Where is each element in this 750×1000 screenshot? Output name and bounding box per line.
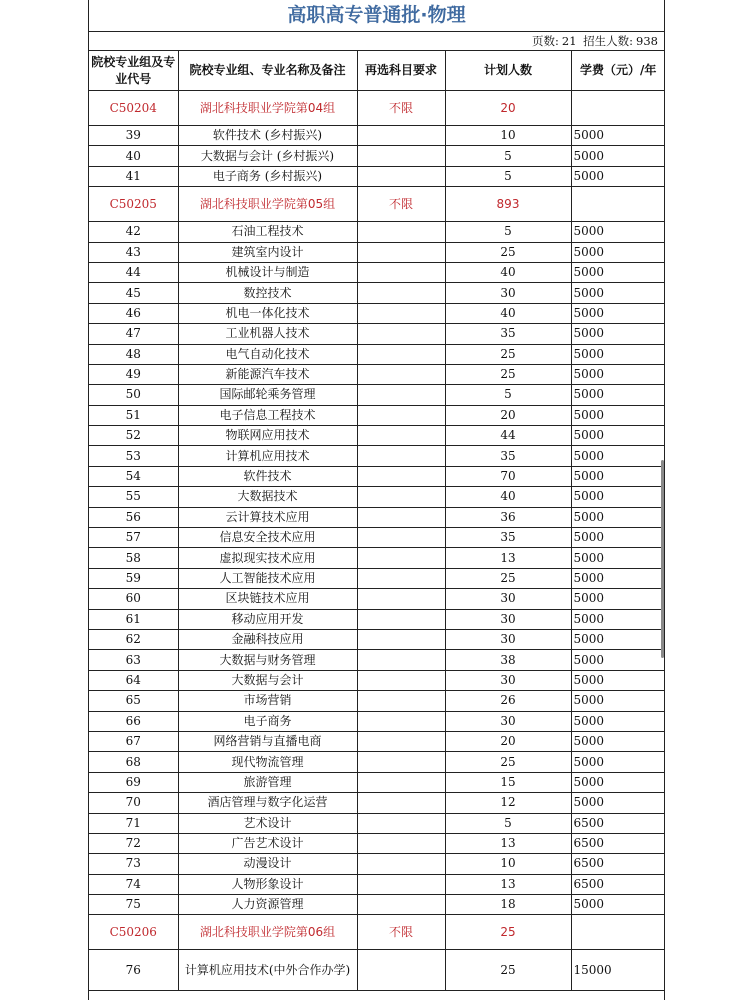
cell-code: 47 (89, 324, 178, 344)
cell-requirement (357, 548, 445, 568)
cell-requirement: 不限 (357, 187, 445, 222)
table-row (89, 874, 665, 894)
cell-name: 物联网应用技术 (178, 426, 357, 446)
cell-fee: 5000 (571, 772, 665, 792)
table-row (89, 303, 665, 323)
table-row (89, 609, 665, 629)
cell-requirement (357, 385, 445, 405)
table-header-row (89, 51, 665, 91)
cell-requirement (357, 629, 445, 649)
cell-name: 电子商务 (178, 711, 357, 731)
cell-code: 52 (89, 426, 178, 446)
cell-plan: 5 (445, 222, 571, 242)
cell-code: 66 (89, 711, 178, 731)
cell-fee: 5000 (571, 283, 665, 303)
cell-name: 金融科技应用 (178, 629, 357, 649)
cell-fee (571, 91, 665, 126)
cell-name: 电子信息工程技术 (178, 405, 357, 425)
cell-fee: 5000 (571, 670, 665, 690)
cell-fee: 6500 (571, 833, 665, 853)
cell-code: 41 (89, 166, 178, 186)
cell-name: 人工智能技术应用 (178, 568, 357, 588)
cell-code: 60 (89, 589, 178, 609)
cell-name: 建筑室内设计 (178, 242, 357, 262)
cell-code: 76 (89, 950, 178, 991)
cell-code: 54 (89, 466, 178, 486)
cell-code: 43 (89, 242, 178, 262)
cell-requirement (357, 146, 445, 166)
cell-code: 49 (89, 364, 178, 384)
table-row (89, 242, 665, 262)
table-row (89, 650, 665, 670)
cell-plan: 5 (445, 146, 571, 166)
cell-requirement (357, 772, 445, 792)
summary-info (89, 32, 664, 51)
cell-requirement (357, 222, 445, 242)
cell-fee: 5000 (571, 589, 665, 609)
cell-fee: 5000 (571, 650, 665, 670)
cell-fee: 5000 (571, 548, 665, 568)
cell-plan: 30 (445, 609, 571, 629)
cell-fee: 5000 (571, 446, 665, 466)
cell-name: 数控技术 (178, 283, 357, 303)
cell-requirement: 不限 (357, 91, 445, 126)
cell-code: 71 (89, 813, 178, 833)
header-requirement: 再选科目要求 (357, 51, 445, 91)
cell-fee: 5000 (571, 466, 665, 486)
scrollbar-thumb[interactable] (661, 460, 664, 658)
page-title: 高职高专普通批·物理 (89, 0, 664, 32)
cell-plan: 5 (445, 166, 571, 186)
cell-requirement (357, 303, 445, 323)
cell-fee: 5000 (571, 487, 665, 507)
cell-fee: 5000 (571, 691, 665, 711)
cell-code: 74 (89, 874, 178, 894)
cell-plan: 25 (445, 950, 571, 991)
cell-plan: 12 (445, 793, 571, 813)
cell-code: C50204 (89, 91, 178, 126)
cell-plan: 30 (445, 711, 571, 731)
cell-code: C50205 (89, 187, 178, 222)
cell-code: 50 (89, 385, 178, 405)
cell-fee: 5000 (571, 405, 665, 425)
cell-fee: 5000 (571, 752, 665, 772)
cell-name: 移动应用开发 (178, 609, 357, 629)
cell-fee: 15000 (571, 950, 665, 991)
table-row (89, 364, 665, 384)
table-row (89, 711, 665, 731)
cell-plan: 25 (445, 344, 571, 364)
cell-fee: 5000 (571, 895, 665, 915)
cell-code: 55 (89, 487, 178, 507)
table-row (89, 262, 665, 282)
cell-name: 湖北科技职业学院第06组 (178, 915, 357, 950)
cell-plan: 35 (445, 324, 571, 344)
cell-code: 65 (89, 691, 178, 711)
cell-requirement (357, 752, 445, 772)
cell-plan: 13 (445, 548, 571, 568)
cell-plan: 40 (445, 487, 571, 507)
cell-name: 工业机器人技术 (178, 324, 357, 344)
header-code: 院校专业组及专业代号 (89, 51, 178, 91)
cell-plan: 25 (445, 752, 571, 772)
cell-code: 61 (89, 609, 178, 629)
cell-fee: 5000 (571, 629, 665, 649)
cell-fee (571, 187, 665, 222)
cell-name: 计算机应用技术 (178, 446, 357, 466)
cell-plan: 44 (445, 426, 571, 446)
cell-name: 广告艺术设计 (178, 833, 357, 853)
cell-fee: 5000 (571, 324, 665, 344)
cell-fee: 5000 (571, 385, 665, 405)
cell-code: 53 (89, 446, 178, 466)
cell-fee: 5000 (571, 731, 665, 751)
cell-plan: 36 (445, 507, 571, 527)
cell-plan: 5 (445, 385, 571, 405)
cell-code: 57 (89, 528, 178, 548)
cell-requirement (357, 242, 445, 262)
table-row (89, 813, 665, 833)
cell-name: 计算机应用技术(中外合作办学) (178, 950, 357, 991)
cell-name: 旅游管理 (178, 772, 357, 792)
cell-plan: 20 (445, 91, 571, 126)
cell-plan: 18 (445, 895, 571, 915)
table-row (89, 772, 665, 792)
cell-code: 58 (89, 548, 178, 568)
cell-requirement (357, 833, 445, 853)
cell-requirement (357, 731, 445, 751)
cell-name: 大数据与会计 (178, 670, 357, 690)
cell-plan: 15 (445, 772, 571, 792)
cell-code: 42 (89, 222, 178, 242)
header-plan: 计划人数 (445, 51, 571, 91)
table-row (89, 895, 665, 915)
table-row (89, 222, 665, 242)
cell-name: 人力资源管理 (178, 895, 357, 915)
cell-name: 网络营销与直播电商 (178, 731, 357, 751)
table-row (89, 528, 665, 548)
cell-code: 46 (89, 303, 178, 323)
cell-code: 59 (89, 568, 178, 588)
cell-requirement: 不限 (357, 915, 445, 950)
cell-requirement (357, 166, 445, 186)
table-row (89, 446, 665, 466)
cell-name: 电气自动化技术 (178, 344, 357, 364)
cell-plan: 70 (445, 466, 571, 486)
cell-fee: 5000 (571, 426, 665, 446)
table-row (89, 385, 665, 405)
cell-fee: 5000 (571, 242, 665, 262)
cell-name: 虚拟现实技术应用 (178, 548, 357, 568)
cell-requirement (357, 568, 445, 588)
cell-fee: 5000 (571, 262, 665, 282)
cell-code: 56 (89, 507, 178, 527)
cell-code: 67 (89, 731, 178, 751)
cell-plan: 5 (445, 813, 571, 833)
cell-fee: 6500 (571, 813, 665, 833)
cell-fee: 5000 (571, 609, 665, 629)
table-row (89, 487, 665, 507)
cell-name: 电子商务 (乡村振兴) (178, 166, 357, 186)
table-row (89, 166, 665, 186)
group-row (89, 187, 665, 222)
cell-requirement (357, 426, 445, 446)
cell-requirement (357, 283, 445, 303)
cell-name: 软件技术 (178, 466, 357, 486)
cell-fee: 5000 (571, 568, 665, 588)
cell-requirement (357, 854, 445, 874)
document-page (88, 0, 665, 1000)
cell-requirement (357, 670, 445, 690)
cell-requirement (357, 609, 445, 629)
enroll-value: 938 (636, 34, 658, 48)
table-row (89, 146, 665, 166)
table-row (89, 833, 665, 853)
cell-plan: 20 (445, 731, 571, 751)
cell-requirement (357, 691, 445, 711)
cell-requirement (357, 528, 445, 548)
cell-code: 45 (89, 283, 178, 303)
cell-requirement (357, 895, 445, 915)
cell-name: 艺术设计 (178, 813, 357, 833)
cell-requirement (357, 507, 445, 527)
cell-plan: 30 (445, 589, 571, 609)
table-row (89, 691, 665, 711)
cell-name: 机电一体化技术 (178, 303, 357, 323)
cell-plan: 30 (445, 670, 571, 690)
table-row (89, 854, 665, 874)
cell-name: 大数据与会计 (乡村振兴) (178, 146, 357, 166)
cell-fee: 5000 (571, 166, 665, 186)
table-row (89, 283, 665, 303)
cell-plan: 13 (445, 833, 571, 853)
cell-plan: 25 (445, 242, 571, 262)
cell-name: 湖北科技职业学院第05组 (178, 187, 357, 222)
table-row (89, 548, 665, 568)
cell-name: 大数据与财务管理 (178, 650, 357, 670)
table-row (89, 752, 665, 772)
group-row (89, 915, 665, 950)
cell-requirement (357, 874, 445, 894)
cell-fee: 5000 (571, 146, 665, 166)
table-row (89, 507, 665, 527)
cell-requirement (357, 650, 445, 670)
pages-label: 页数: (532, 34, 559, 48)
cell-requirement (357, 466, 445, 486)
cell-plan: 10 (445, 126, 571, 146)
cell-requirement (357, 262, 445, 282)
cell-plan: 30 (445, 629, 571, 649)
cell-name: 云计算技术应用 (178, 507, 357, 527)
header-fee: 学费（元）/年 (571, 51, 665, 91)
cell-code: 63 (89, 650, 178, 670)
table-row (89, 793, 665, 813)
cell-plan: 13 (445, 874, 571, 894)
cell-requirement (357, 711, 445, 731)
table-row (89, 324, 665, 344)
cell-requirement (357, 324, 445, 344)
cell-requirement (357, 589, 445, 609)
table-row (89, 731, 665, 751)
cell-plan: 40 (445, 303, 571, 323)
cell-code: 72 (89, 833, 178, 853)
cell-requirement (357, 126, 445, 146)
header-name: 院校专业组、专业名称及备注 (178, 51, 357, 91)
cell-plan: 25 (445, 364, 571, 384)
enroll-label: 招生人数: (583, 34, 634, 48)
cell-code: 69 (89, 772, 178, 792)
cell-name: 动漫设计 (178, 854, 357, 874)
cell-code: 75 (89, 895, 178, 915)
cell-requirement (357, 344, 445, 364)
cell-fee: 6500 (571, 854, 665, 874)
enrollment-table (89, 51, 665, 991)
cell-requirement (357, 793, 445, 813)
cell-plan: 893 (445, 187, 571, 222)
cell-plan: 20 (445, 405, 571, 425)
cell-requirement (357, 446, 445, 466)
cell-plan: 10 (445, 854, 571, 874)
cell-requirement (357, 950, 445, 991)
table-row (89, 405, 665, 425)
table-row (89, 629, 665, 649)
cell-plan: 26 (445, 691, 571, 711)
cell-requirement (357, 405, 445, 425)
cell-plan: 30 (445, 283, 571, 303)
cell-name: 现代物流管理 (178, 752, 357, 772)
table-row (89, 568, 665, 588)
table-row (89, 426, 665, 446)
cell-fee: 5000 (571, 364, 665, 384)
cell-plan: 35 (445, 446, 571, 466)
cell-requirement (357, 487, 445, 507)
table-body (89, 91, 665, 991)
cell-code: 51 (89, 405, 178, 425)
cell-fee: 5000 (571, 344, 665, 364)
cell-code: C50206 (89, 915, 178, 950)
cell-plan: 38 (445, 650, 571, 670)
cell-code: 70 (89, 793, 178, 813)
cell-name: 人物形象设计 (178, 874, 357, 894)
cell-plan: 35 (445, 528, 571, 548)
cell-fee: 5000 (571, 507, 665, 527)
cell-name: 信息安全技术应用 (178, 528, 357, 548)
table-row (89, 344, 665, 364)
cell-plan: 40 (445, 262, 571, 282)
cell-name: 大数据技术 (178, 487, 357, 507)
cell-code: 40 (89, 146, 178, 166)
cell-plan: 25 (445, 568, 571, 588)
cell-name: 机械设计与制造 (178, 262, 357, 282)
cell-fee: 5000 (571, 711, 665, 731)
cell-name: 新能源汽车技术 (178, 364, 357, 384)
cell-fee: 5000 (571, 793, 665, 813)
cell-name: 国际邮轮乘务管理 (178, 385, 357, 405)
cell-fee: 5000 (571, 222, 665, 242)
cell-code: 48 (89, 344, 178, 364)
pages-value: 21 (561, 34, 577, 48)
cell-code: 68 (89, 752, 178, 772)
table-row (89, 670, 665, 690)
cell-name: 湖北科技职业学院第04组 (178, 91, 357, 126)
table-row (89, 466, 665, 486)
cell-fee: 5000 (571, 126, 665, 146)
cell-name: 软件技术 (乡村振兴) (178, 126, 357, 146)
table-row (89, 950, 665, 991)
table-row (89, 589, 665, 609)
cell-name: 市场营销 (178, 691, 357, 711)
cell-fee (571, 915, 665, 950)
cell-requirement (357, 364, 445, 384)
cell-plan: 25 (445, 915, 571, 950)
cell-name: 酒店管理与数字化运营 (178, 793, 357, 813)
group-row (89, 91, 665, 126)
cell-fee: 6500 (571, 874, 665, 894)
cell-code: 62 (89, 629, 178, 649)
cell-name: 区块链技术应用 (178, 589, 357, 609)
cell-name: 石油工程技术 (178, 222, 357, 242)
cell-fee: 5000 (571, 303, 665, 323)
cell-code: 64 (89, 670, 178, 690)
cell-requirement (357, 813, 445, 833)
cell-code: 39 (89, 126, 178, 146)
cell-code: 44 (89, 262, 178, 282)
cell-code: 73 (89, 854, 178, 874)
table-row (89, 126, 665, 146)
cell-fee: 5000 (571, 528, 665, 548)
